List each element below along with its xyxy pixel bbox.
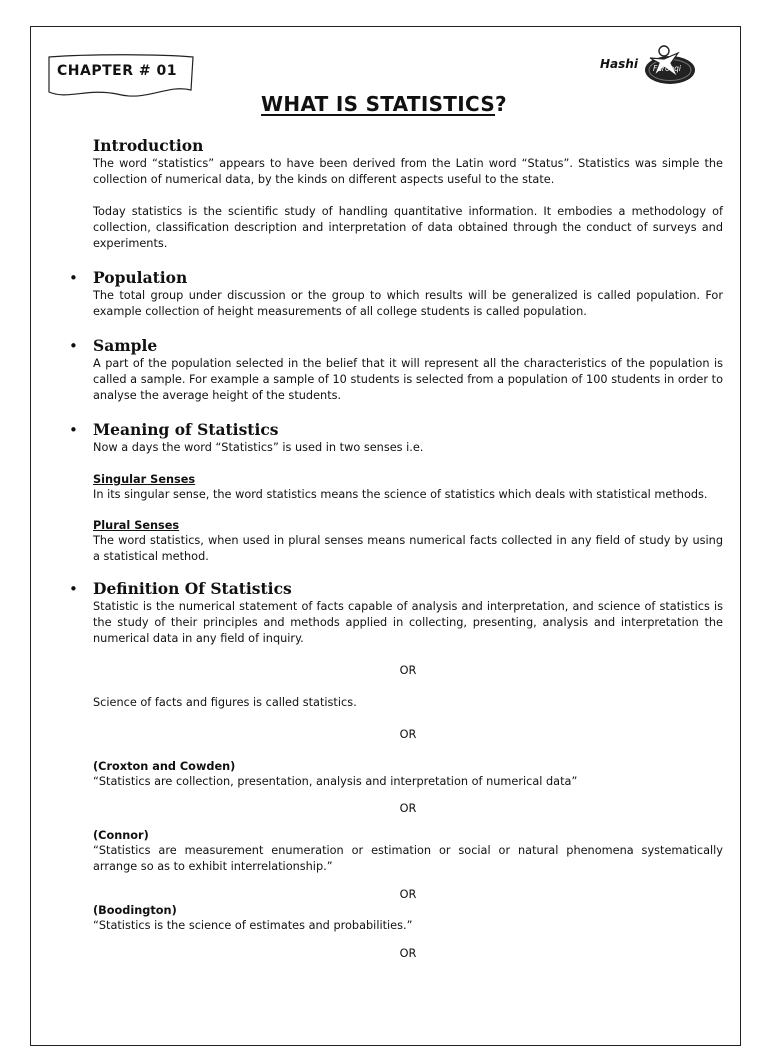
subheading-plural: Plural Senses [93, 519, 180, 532]
section-sample [69, 336, 723, 404]
or-separator: OR [399, 947, 417, 960]
bullet: • [69, 580, 78, 598]
or-separator: OR [399, 888, 417, 901]
author-connor: (Connor) [93, 829, 149, 842]
document-body [69, 136, 723, 962]
title-text: WHAT IS STATISTICS [261, 92, 496, 116]
section-definition [69, 579, 723, 962]
author-croxton: (Croxton and Cowden) [93, 760, 236, 773]
author-boodington: (Boodington) [93, 904, 177, 917]
or-separator: OR [399, 664, 417, 677]
intro-paragraph-1: The word “statistics” appears to have been derived from the Latin word “Status”. Statistics was simple the collection of numerical data, by the kinds on different aspects useful to the state. [93, 157, 723, 186]
author-logo [600, 42, 700, 90]
subheading-singular: Singular Senses [93, 473, 196, 486]
bullet: • [69, 337, 78, 355]
population-paragraph: The total group under discussion or the group to which results will be generalized is called population. For example collection of height measurements of all college students is called population. [93, 289, 723, 318]
or-separator: OR [399, 728, 417, 741]
intro-paragraph-2: Today statistics is the scientific study of handling quantitative information. It embodies a methodology of collection, classification description and interpretation of data obtained through the conduct of surveys and experiments. [93, 205, 723, 250]
bullet: • [69, 269, 78, 287]
singular-paragraph: In its singular sense, the word statistics means the science of statistics which deals with statistical methods. [93, 488, 708, 501]
science-definition: Science of facts and figures is called statistics. [93, 696, 357, 709]
page-title [0, 92, 768, 116]
quote-connor: “Statistics are measurement enumeration or estimation or social or natural phenomena systematically arrange so as to exhibit interrelationship.” [93, 844, 723, 873]
meaning-paragraph: Now a days the word “Statistics” is used in two senses i.e. [93, 441, 424, 454]
section-population [69, 268, 723, 320]
heading-sample: Sample [93, 336, 158, 355]
quote-croxton: “Statistics are collection, presentation, analysis and interpretation of numerical data” [93, 775, 578, 788]
heading-population: Population [93, 268, 188, 287]
title-suffix: ? [495, 92, 507, 116]
heading-introduction: Introduction [93, 136, 204, 155]
heading-definition: Definition Of Statistics [93, 579, 292, 598]
section-introduction [93, 136, 723, 252]
heading-meaning: Meaning of Statistics [93, 420, 279, 439]
chapter-banner [47, 54, 195, 96]
or-separator: OR [399, 802, 417, 815]
logo-subtext: Farooqi [653, 64, 682, 73]
section-meaning [69, 420, 723, 565]
plural-paragraph: The word statistics, when used in plural senses means numerical facts collected in any field of study by using a statistical method. [93, 534, 723, 563]
definition-paragraph: Statistic is the numerical statement of facts capable of analysis and interpretation, and science of statistics is the study of their principles and methods applied in collecting, presenting, analysis and interpretation the numerical data in any field of inquiry. [93, 600, 723, 645]
bullet: • [69, 421, 78, 439]
logo-text: Hashi [600, 57, 638, 71]
chapter-label: CHAPTER # 01 [57, 63, 177, 79]
sample-paragraph: A part of the population selected in the belief that it will represent all the characteristics of the population is called a sample. For example a sample of 10 students is selected from a population of 100 students in order to analyse the average height of the students. [93, 357, 723, 402]
quote-boodington: “Statistics is the science of estimates and probabilities.” [93, 919, 413, 932]
